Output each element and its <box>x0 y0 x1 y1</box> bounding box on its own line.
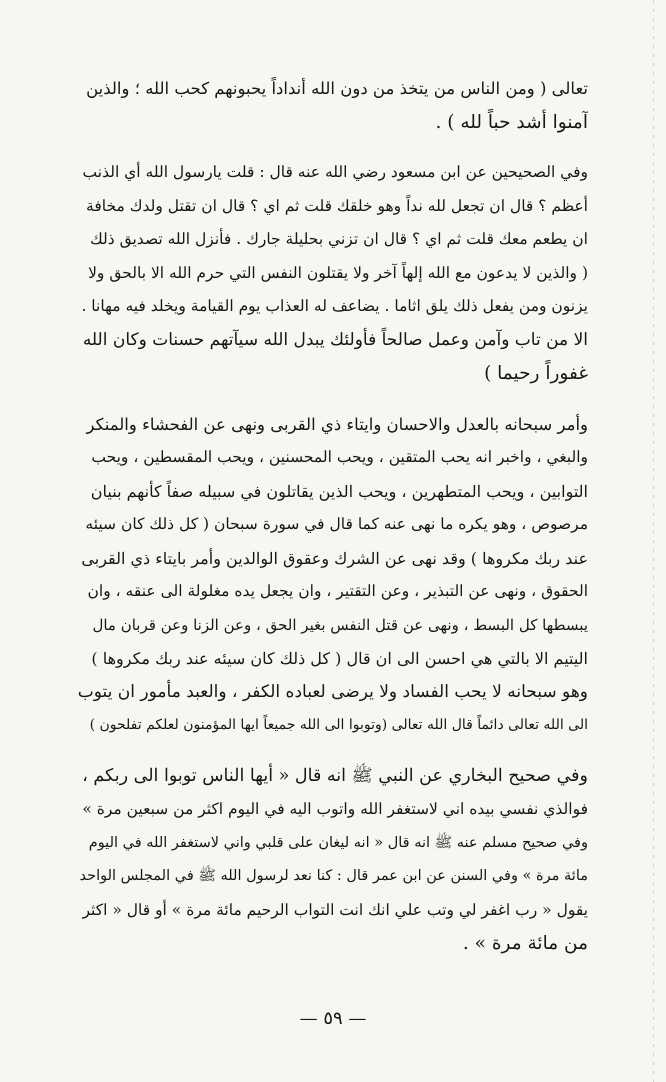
text-line: الا من تاب وآمن وعمل صالحاً فأولئك يبدل الله سيآتهم حسنات وكان الله <box>82 329 588 350</box>
text-line: غفوراً رحيما ) <box>484 363 588 384</box>
text-line: ان يطعم معك قلت ثم اي ؟ قال ان تزني بحليلة جارك . فأنزل الله تصديق ذلك <box>89 230 588 248</box>
page-number: — ٥٩ — <box>299 1008 367 1029</box>
text-line: مائة مرة » وفي السنن عن ابن عمر قال : كنا نعد لرسول الله ﷺ في المجلس الواحد <box>79 868 588 884</box>
paragraph-4 <box>78 760 588 961</box>
text-line: آمنوا أشد حباً لله ) . <box>435 111 588 133</box>
text-line: يزنون ومن يفعل ذلك يلق اثاما . يضاعف له العذاب يوم القيامة ويخلد فيه مهانا . <box>81 297 588 315</box>
text-line: مرصوص ، وهو يكره ما نهى عنه كما قال في سورة سبحان ( كل ذلك كان سيئه <box>85 515 588 533</box>
text-line: وهو سبحانه لا يحب الفساد ولا يرضى لعباده الكفر ، والعبد مأمور ان يتوب <box>78 681 588 702</box>
text-line: يقول « رب اغفر لي وتب علي انك انت التواب الرحيم مائة مرة » أو قال « اكثر <box>82 900 588 919</box>
text-line: يبسطها كل البسط ، ونهى عن قتل النفس بغير الحق ، وعن الزنا وعن قربان مال <box>92 615 588 634</box>
paragraph-2 <box>78 156 588 391</box>
text-line: وأمر سبحانه بالعدل والاحسان وايتاء ذي القربى ونهى عن الفحشاء والمنكر <box>86 414 588 434</box>
text-line: الحقوق ، ونهى عن التبذير ، وعن التقتير ، وان يجعل يده مغلولة الى عنقه ، وان <box>87 582 588 600</box>
text-line: الى الله تعالى دائماً قال الله تعالى (وتوبوا الى الله جميعاً ايها المؤمنون لعلكم تفلحون ) <box>89 717 588 733</box>
text-line: عند ربك مكروها ) وقد نهى عن الشرك وعقوق الوالدين وأمر بايتاء ذي القربى <box>81 548 588 568</box>
text-line: أعظم ؟ قال ان تجعل لله نداً وهو خلقك قلت ثم اي ؟ قال ان تقتل ولدك مخافة <box>86 196 588 215</box>
text-line: وفي صحيح البخاري عن النبي ﷺ انه قال « أيها الناس توبوا الى ربكم ، <box>82 765 588 786</box>
text-line: من مائة مرة » . <box>462 933 588 954</box>
text-line: التوابين ، ويحب المتطهرين ، ويحب الذين يقاتلون في سبيله صفاً كأنهم بنيان <box>90 481 588 501</box>
page-edge-shadow <box>653 0 654 1082</box>
text-line: والبغي ، واخبر انه يحب المتقين ، ويحب المحسنين ، ويحب المقسطين ، ويحب <box>91 448 588 466</box>
text-line: اليتيم الا بالتي هي احسن الى ان قال ( كل ذلك كان سيئه عند ربك مكروها ) <box>91 649 588 668</box>
text-line: فوالذي نفسي بيده اني لاستغفر الله واتوب اليه في اليوم اكثر من سبعين مرة » <box>82 800 588 818</box>
text-line: ( والذين لا يدعون مع الله إلهاً آخر ولا يقتلون النفس التي حرم الله الا بالحق ولا <box>88 263 588 282</box>
body-text <box>78 72 588 961</box>
paragraph-3 <box>78 408 588 743</box>
text-line: تعالى ( ومن الناس من يتخذ من دون الله أنداداً يحبونهم كحب الله ؛ والذين <box>86 79 588 98</box>
text-line: وفي صحيح مسلم عنه ﷺ انه قال « انه ليغان على قلبي واني لاستغفر الله في اليوم <box>88 834 588 851</box>
paragraph-1 <box>78 72 588 139</box>
text-line: وفي الصحيحين عن ابن مسعود رضي الله عنه قال : قلت يارسول الله أي الذنب <box>82 163 588 181</box>
